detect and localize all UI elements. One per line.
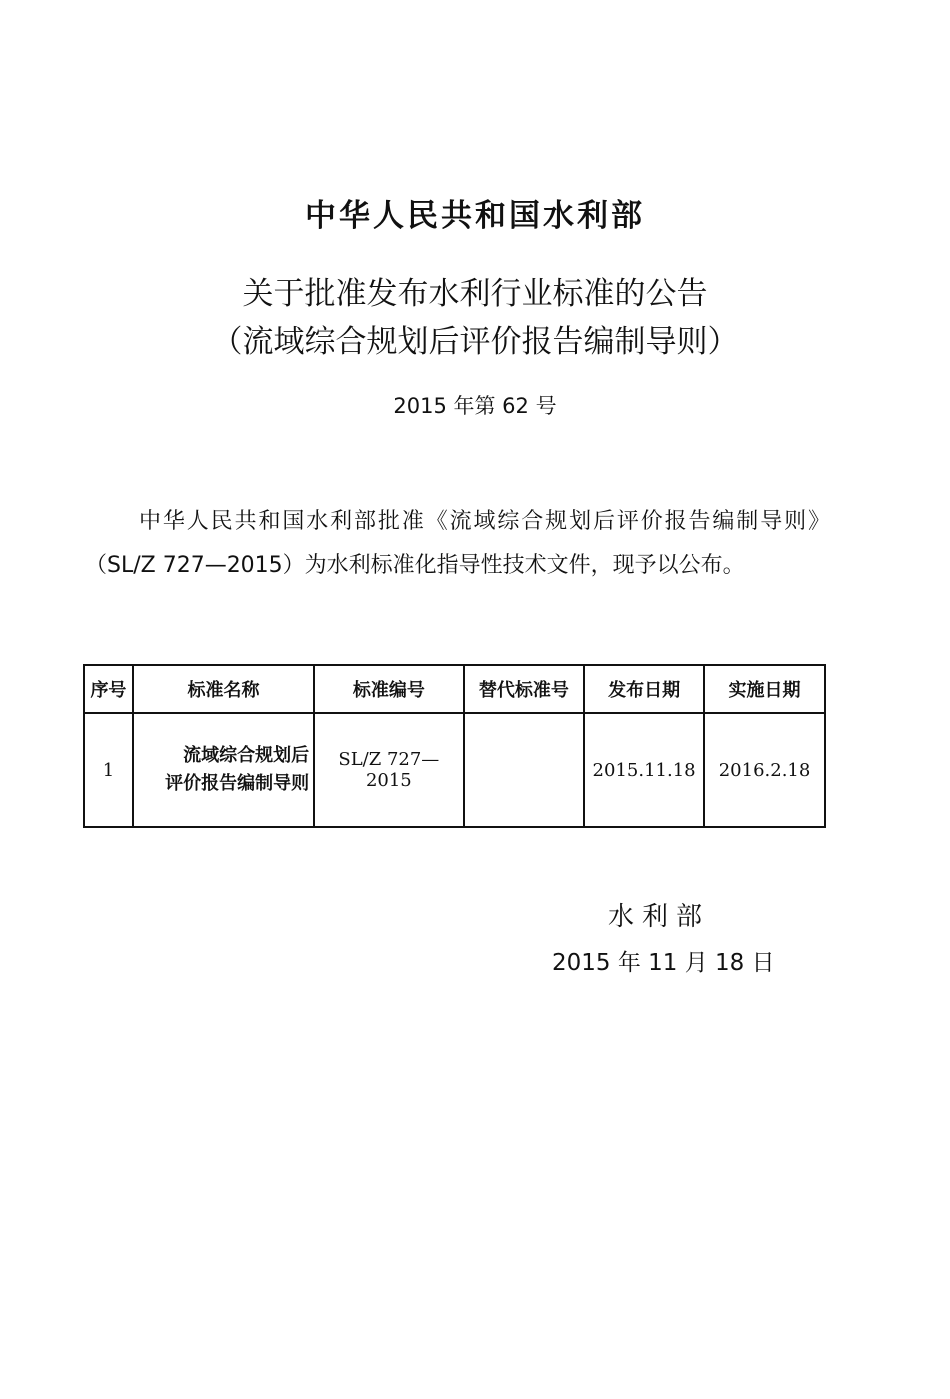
announcement-title: 关于批准发布水利行业标准的公告 xyxy=(242,276,708,312)
announcement-paragraph: 中华人民共和国水利部批准《流域综合规划后评价报告编制导则》（SL/Z 727—2015）为水利标准化指导性技术文件，现予以公布。 xyxy=(85,509,830,578)
row-standard-name-line1: 流域综合规划后 xyxy=(183,745,310,766)
header-effective-date: 实施日期 xyxy=(704,665,825,713)
header-code: 标准编号 xyxy=(314,665,464,713)
header-replaces: 替代标准号 xyxy=(464,665,585,713)
header-name: 标准名称 xyxy=(133,665,314,713)
table-header-row xyxy=(84,665,825,713)
row-standard-code: SL/Z 727—2015 xyxy=(314,713,464,827)
table-row xyxy=(84,713,825,827)
standards-table xyxy=(83,664,826,828)
row-standard-name xyxy=(133,713,314,827)
announcement-subtitle: （流域综合规划后评价报告编制导则） xyxy=(211,324,739,360)
header-issue-date: 发布日期 xyxy=(584,665,704,713)
row-replaces xyxy=(464,713,585,827)
row-effective-date: 2016.2.18 xyxy=(704,713,825,827)
issuing-authority: 中华人民共和国水利部 xyxy=(305,198,645,234)
header-index: 序号 xyxy=(84,665,133,713)
row-issue-date: 2015.11.18 xyxy=(584,713,704,827)
row-standard-name-line2: 评价报告编制导则 xyxy=(165,773,310,794)
row-index: 1 xyxy=(84,713,133,827)
signing-date: 2015 年 11 月 18 日 xyxy=(552,950,775,976)
document-number: 2015 年第 62 号 xyxy=(393,394,557,418)
signer: 水利部 xyxy=(608,902,711,932)
